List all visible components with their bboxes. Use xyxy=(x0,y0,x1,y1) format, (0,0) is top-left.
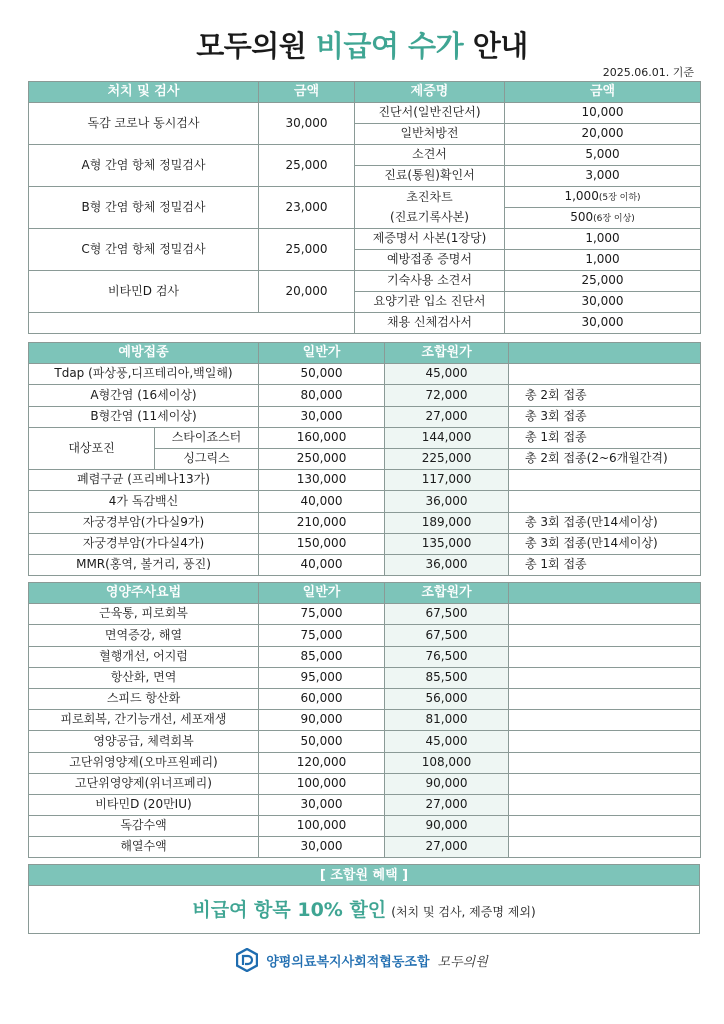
test-price: 30,000 xyxy=(259,103,355,145)
cert-name-line2: (진료기록사본) xyxy=(390,209,469,224)
nutrition-general-price: 100,000 xyxy=(259,816,385,837)
cert-note-a: (5장 이하) xyxy=(598,193,641,204)
cert-name-line1: 초진차트 xyxy=(406,189,453,204)
cert-price: 1,000 xyxy=(505,229,701,250)
tests-certificates-table xyxy=(28,81,701,334)
test-price: 20,000 xyxy=(259,271,355,313)
test-name: C형 간염 항체 정밀검사 xyxy=(29,229,259,271)
table-row xyxy=(29,837,701,858)
reference-date: 2025.06.01. 기준 xyxy=(602,66,694,79)
vaccine-general-price: 40,000 xyxy=(259,491,385,512)
vaccine-general-price: 250,000 xyxy=(259,448,385,469)
empty-cell xyxy=(509,646,701,667)
table-row xyxy=(29,773,701,794)
page-title xyxy=(0,24,724,65)
header-nutrition: 영양주사요법 xyxy=(29,583,259,604)
vaccine-note: 총 3회 접종(만14세이상) xyxy=(509,533,701,554)
table-row xyxy=(29,491,701,512)
vaccine-note: 총 3회 접종(만14세이상) xyxy=(509,512,701,533)
nutrition-member-price: 56,000 xyxy=(385,688,509,709)
test-name: 비타민D 검사 xyxy=(29,271,259,313)
nutrition-member-price: 67,500 xyxy=(385,604,509,625)
cert-price: 10,000 xyxy=(505,103,701,124)
vaccine-general-price: 130,000 xyxy=(259,470,385,491)
cert-name: 예방접종 증명서 xyxy=(355,250,505,271)
cert-price: 3,000 xyxy=(505,166,701,187)
table-header-row xyxy=(29,343,701,364)
test-name: B형 간염 항체 정밀검사 xyxy=(29,187,259,229)
nutrition-name: 고단위영양제(오마프원페리) xyxy=(29,752,259,773)
vaccine-member-price: 135,000 xyxy=(385,533,509,554)
nutrition-name: 해열수액 xyxy=(29,837,259,858)
vaccine-name: 4가 독감백신 xyxy=(29,491,259,512)
nutrition-member-price: 27,000 xyxy=(385,837,509,858)
vaccine-name: B형간염 (11세이상) xyxy=(29,406,259,427)
header-general-price: 일반가 xyxy=(259,343,385,364)
vaccine-note xyxy=(509,470,701,491)
header-vaccines: 예방접종 xyxy=(29,343,259,364)
nutrition-general-price: 30,000 xyxy=(259,794,385,815)
benefit-box xyxy=(28,886,700,934)
vaccine-name: MMR(홍역, 볼거리, 풍진) xyxy=(29,554,259,575)
nutrition-general-price: 95,000 xyxy=(259,667,385,688)
cert-price: 25,000 xyxy=(505,271,701,292)
vaccines-table xyxy=(28,342,701,576)
nutrition-member-price: 76,500 xyxy=(385,646,509,667)
nutrition-general-price: 85,000 xyxy=(259,646,385,667)
empty-cell xyxy=(29,313,355,334)
table-row xyxy=(29,103,701,124)
test-name: A형 간염 항체 정밀검사 xyxy=(29,145,259,187)
vaccine-note xyxy=(509,491,701,512)
cert-name: 진료(통원)확인서 xyxy=(355,166,505,187)
nutrition-table xyxy=(28,582,701,858)
test-price: 23,000 xyxy=(259,187,355,229)
table-row xyxy=(29,752,701,773)
nutrition-name: 고단위영양제(위너프페리) xyxy=(29,773,259,794)
cert-price: 1,000 xyxy=(505,250,701,271)
nutrition-general-price: 75,000 xyxy=(259,604,385,625)
table-row xyxy=(29,406,701,427)
vaccine-member-price: 45,000 xyxy=(385,364,509,385)
vaccine-general-price: 80,000 xyxy=(259,385,385,406)
cert-price: 30,000 xyxy=(505,292,701,313)
test-name: 독감 코로나 동시검사 xyxy=(29,103,259,145)
cert-price xyxy=(505,187,701,208)
empty-cell xyxy=(509,604,701,625)
cert-price: 30,000 xyxy=(505,313,701,334)
empty-cell xyxy=(509,773,701,794)
empty-cell xyxy=(509,667,701,688)
table-row xyxy=(29,313,701,334)
header-certs-price: 금액 xyxy=(505,82,701,103)
footer-clinic: 모두의원 xyxy=(437,954,488,970)
vaccine-name: A형간염 (16세이상) xyxy=(29,385,259,406)
empty-cell xyxy=(509,816,701,837)
title-highlight: 비급여 수가 xyxy=(315,29,464,63)
nutrition-general-price: 90,000 xyxy=(259,710,385,731)
table-row xyxy=(29,731,701,752)
cert-price-b: 500 xyxy=(570,210,594,225)
table-row xyxy=(29,794,701,815)
cert-note-b: (6장 이상) xyxy=(593,214,635,225)
benefit-main: 비급여 항목 10% 할인 xyxy=(192,899,387,921)
empty-cell xyxy=(509,794,701,815)
nutrition-general-price: 75,000 xyxy=(259,625,385,646)
nutrition-name: 스피드 항산화 xyxy=(29,688,259,709)
nutrition-member-price: 45,000 xyxy=(385,731,509,752)
nutrition-member-price: 81,000 xyxy=(385,710,509,731)
table-header-row xyxy=(29,583,701,604)
table-row xyxy=(29,364,701,385)
header-certs: 제증명 xyxy=(355,82,505,103)
vaccine-general-price: 50,000 xyxy=(259,364,385,385)
nutrition-name: 비타민D (20만IU) xyxy=(29,794,259,815)
table-row xyxy=(29,646,701,667)
table-row xyxy=(29,554,701,575)
vaccine-note: 총 2회 접종(2~6개월간격) xyxy=(509,448,701,469)
vaccine-note: 총 1회 접종 xyxy=(509,554,701,575)
header-general-price: 일반가 xyxy=(259,583,385,604)
empty-cell xyxy=(509,625,701,646)
nutrition-member-price: 90,000 xyxy=(385,773,509,794)
nutrition-name: 근육통, 피로회복 xyxy=(29,604,259,625)
footer xyxy=(0,947,724,973)
table-row xyxy=(29,271,701,292)
title-suffix: 안내 xyxy=(472,29,528,63)
header-note xyxy=(509,343,701,364)
cert-name: 기숙사용 소견서 xyxy=(355,271,505,292)
empty-cell xyxy=(509,710,701,731)
cert-price: 5,000 xyxy=(505,145,701,166)
header-note xyxy=(509,583,701,604)
table-row xyxy=(29,512,701,533)
vaccine-member-price: 36,000 xyxy=(385,491,509,512)
vaccine-member-price: 225,000 xyxy=(385,448,509,469)
cert-name xyxy=(355,187,505,229)
vaccine-name: 폐렴구균 (프리베나13가) xyxy=(29,470,259,491)
cert-name: 진단서(일반진단서) xyxy=(355,103,505,124)
empty-cell xyxy=(509,752,701,773)
header-tests-price: 금액 xyxy=(259,82,355,103)
header-tests: 처치 및 검사 xyxy=(29,82,259,103)
vaccine-group: 대상포진 xyxy=(29,427,155,469)
header-member-price: 조합원가 xyxy=(385,343,509,364)
footer-org: 양평의료복지사회적협동조합 xyxy=(266,954,430,970)
hexagon-logo-icon xyxy=(236,948,258,972)
vaccine-note xyxy=(509,364,701,385)
cert-price: 20,000 xyxy=(505,124,701,145)
empty-cell xyxy=(509,837,701,858)
nutrition-body xyxy=(29,604,701,858)
cert-name: 요양기관 입소 진단서 xyxy=(355,292,505,313)
nutrition-name: 항산화, 면역 xyxy=(29,667,259,688)
vaccine-member-price: 27,000 xyxy=(385,406,509,427)
nutrition-member-price: 27,000 xyxy=(385,794,509,815)
vaccine-note: 총 3회 접종 xyxy=(509,406,701,427)
table-row xyxy=(29,427,701,448)
nutrition-member-price: 90,000 xyxy=(385,816,509,837)
table-header-row xyxy=(29,82,701,103)
vaccine-member-price: 72,000 xyxy=(385,385,509,406)
table-row xyxy=(29,145,701,166)
vaccine-member-price: 189,000 xyxy=(385,512,509,533)
empty-cell xyxy=(509,688,701,709)
vaccine-name: Tdap (파상풍,디프테리아,백일해) xyxy=(29,364,259,385)
cert-name: 일반처방전 xyxy=(355,124,505,145)
benefit-sub: (처치 및 검사, 제증명 제외) xyxy=(391,905,536,919)
nutrition-general-price: 30,000 xyxy=(259,837,385,858)
vaccine-member-price: 117,000 xyxy=(385,470,509,491)
table-row xyxy=(29,470,701,491)
nutrition-name: 피로회복, 간기능개선, 세포재생 xyxy=(29,710,259,731)
vaccine-general-price: 150,000 xyxy=(259,533,385,554)
table-row xyxy=(29,229,701,250)
vaccine-member-price: 144,000 xyxy=(385,427,509,448)
nutrition-name: 혈행개선, 어지럼 xyxy=(29,646,259,667)
table-row xyxy=(29,688,701,709)
vaccine-general-price: 40,000 xyxy=(259,554,385,575)
table-row xyxy=(29,533,701,554)
table-row xyxy=(29,604,701,625)
nutrition-name: 영양공급, 체력회복 xyxy=(29,731,259,752)
nutrition-general-price: 100,000 xyxy=(259,773,385,794)
nutrition-name: 면역증강, 해열 xyxy=(29,625,259,646)
table-row xyxy=(29,187,701,208)
title-clinic: 모두의원 xyxy=(196,29,307,63)
vaccine-name: 자궁경부암(가다실9가) xyxy=(29,512,259,533)
cert-name: 제증명서 사본(1장당) xyxy=(355,229,505,250)
cert-price xyxy=(505,208,701,229)
vaccine-note: 총 1회 접종 xyxy=(509,427,701,448)
table-row xyxy=(29,625,701,646)
header-member-price: 조합원가 xyxy=(385,583,509,604)
nutrition-member-price: 108,000 xyxy=(385,752,509,773)
vaccine-name: 자궁경부암(가다실4가) xyxy=(29,533,259,554)
table-row xyxy=(29,385,701,406)
test-price: 25,000 xyxy=(259,229,355,271)
vaccine-general-price: 160,000 xyxy=(259,427,385,448)
benefit-heading: [ 조합원 혜택 ] xyxy=(28,864,700,886)
vaccine-name: 스타이죠스터 xyxy=(155,427,259,448)
table-row xyxy=(29,710,701,731)
vaccine-name: 싱그릭스 xyxy=(155,448,259,469)
table-row xyxy=(29,816,701,837)
vaccine-member-price: 36,000 xyxy=(385,554,509,575)
cert-price-a: 1,000 xyxy=(564,189,599,204)
nutrition-member-price: 67,500 xyxy=(385,625,509,646)
cert-name: 소견서 xyxy=(355,145,505,166)
nutrition-general-price: 60,000 xyxy=(259,688,385,709)
nutrition-general-price: 50,000 xyxy=(259,731,385,752)
vaccine-general-price: 30,000 xyxy=(259,406,385,427)
test-price: 25,000 xyxy=(259,145,355,187)
vaccine-note: 총 2회 접종 xyxy=(509,385,701,406)
nutrition-name: 독감수액 xyxy=(29,816,259,837)
nutrition-member-price: 85,500 xyxy=(385,667,509,688)
vaccine-general-price: 210,000 xyxy=(259,512,385,533)
cert-name: 채용 신체검사서 xyxy=(355,313,505,334)
nutrition-general-price: 120,000 xyxy=(259,752,385,773)
empty-cell xyxy=(509,731,701,752)
table-row xyxy=(29,667,701,688)
